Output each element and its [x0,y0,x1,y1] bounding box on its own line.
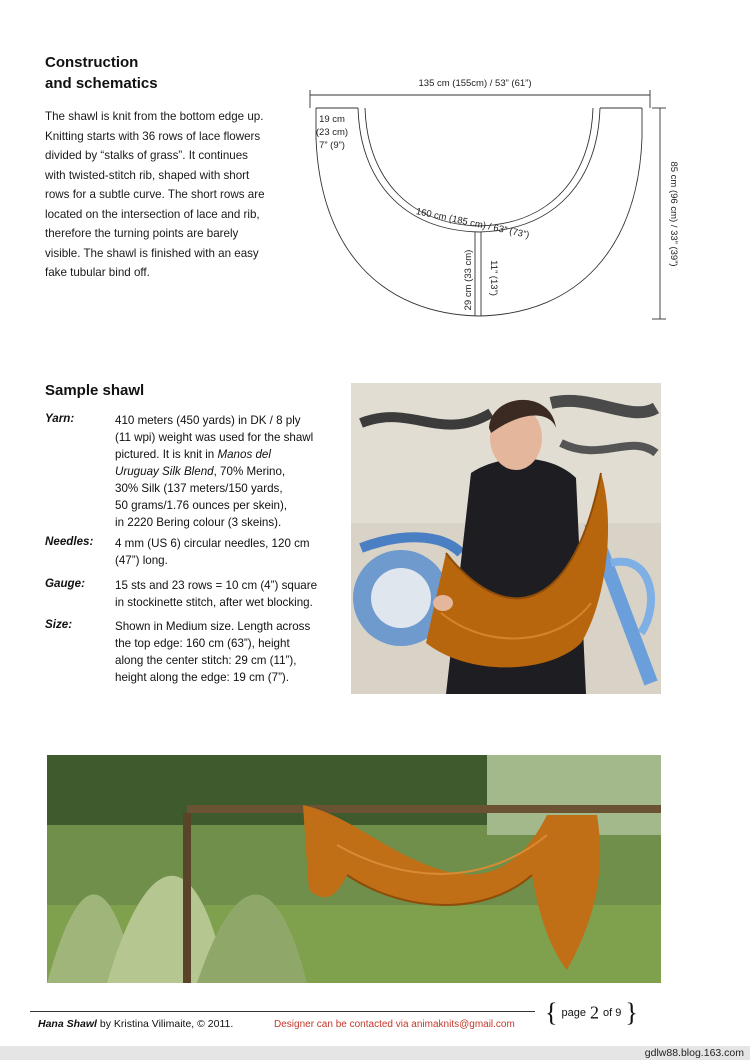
shawl-schematic [300,68,680,330]
photo-shawl-on-fence [47,755,661,983]
edge-height-in-label: 7” (9”) [319,140,345,151]
watermark-text: gdlw88.blog.163.com [644,1047,744,1059]
edge-height-cm-label: 19 cm [319,114,345,125]
shawl-top-edge-outer [358,108,600,232]
shawl-outer-edge [316,108,642,316]
center-height-cm-label: 29 cm (33 cm) [463,249,474,311]
spec-gauge-value: 15 sts and 23 rows = 10 cm (4”) square in stockinette stitch, after wet blocking. [115,579,318,609]
spec-size-label: Size: [45,618,73,631]
photo-model-illustration [351,383,661,694]
top-edge-length-label: 160 cm (185 cm) / 63” (73”) [414,206,531,241]
right-height-label: 85 cm (96 cm) / 33” (39”) [668,161,679,267]
spec-yarn [45,412,345,535]
photo-model-wearing-shawl [351,383,661,694]
footer-credit: Hana Shawl by Kristina Vilimaite, © 2011. [38,1018,234,1030]
spec-size-value: Shown in Medium size. Length across the top edge: 160 cm (63”), height along the center stitch: 29 cm (11”), height along the edge: 19 cm (7”). [115,620,311,684]
spec-yarn-label: Yarn: [45,412,75,425]
construction-heading: Construction and schematics [45,54,158,92]
footer-rule [30,1011,535,1012]
edge-height-cm-alt-label: (23 cm) [315,127,349,138]
brace-right: } [625,998,638,1027]
spec-yarn-value: 410 meters (450 yards) in DK / 8 ply (11 wpi) weight was used for the shawl pictured. It is knit in Manos del Uruguay Silk Blend, 70% Merino, 30% Silk (137 meters/150 yards, 50 grams/1.76 ounces per skein), in 2220 Bering colour (3 skeins). [115,414,314,529]
spec-needles-value: 4 mm (US 6) circular needles, 120 cm (47”) long. [115,537,310,567]
sample-specs [45,412,345,688]
spec-gauge-label: Gauge: [45,577,85,590]
watermark-bar [0,1046,750,1060]
sample-heading: Sample shawl [45,382,145,399]
shawl-top-edge-inner [365,108,593,226]
top-width-label: 135 cm (155cm) / 53” (61”) [418,78,532,89]
brace-left: { [545,998,558,1027]
spec-needles [45,535,345,577]
page-indicator: { page 2 of 9 } [545,998,638,1027]
center-height-in-label: 11” (13”) [488,260,499,296]
spec-needles-label: Needles: [45,535,94,548]
construction-paragraph: The shawl is knit from the bottom edge up. Knitting starts with 36 rows of lace flowers divided by “stalks of grass”. It continues with twisted-stitch rib, shaped with short rows for a subtle curve. The short rows are located on the intersection of lace and rib, therefore the turning points are barely visible. The shawl is finished with an easy fake tubular bind off. [45,110,265,279]
photo-fence-illustration [47,755,661,983]
footer-contact: Designer can be contacted via animaknits@gmail.com [274,1019,515,1030]
spec-gauge [45,577,345,618]
spec-size [45,618,345,688]
